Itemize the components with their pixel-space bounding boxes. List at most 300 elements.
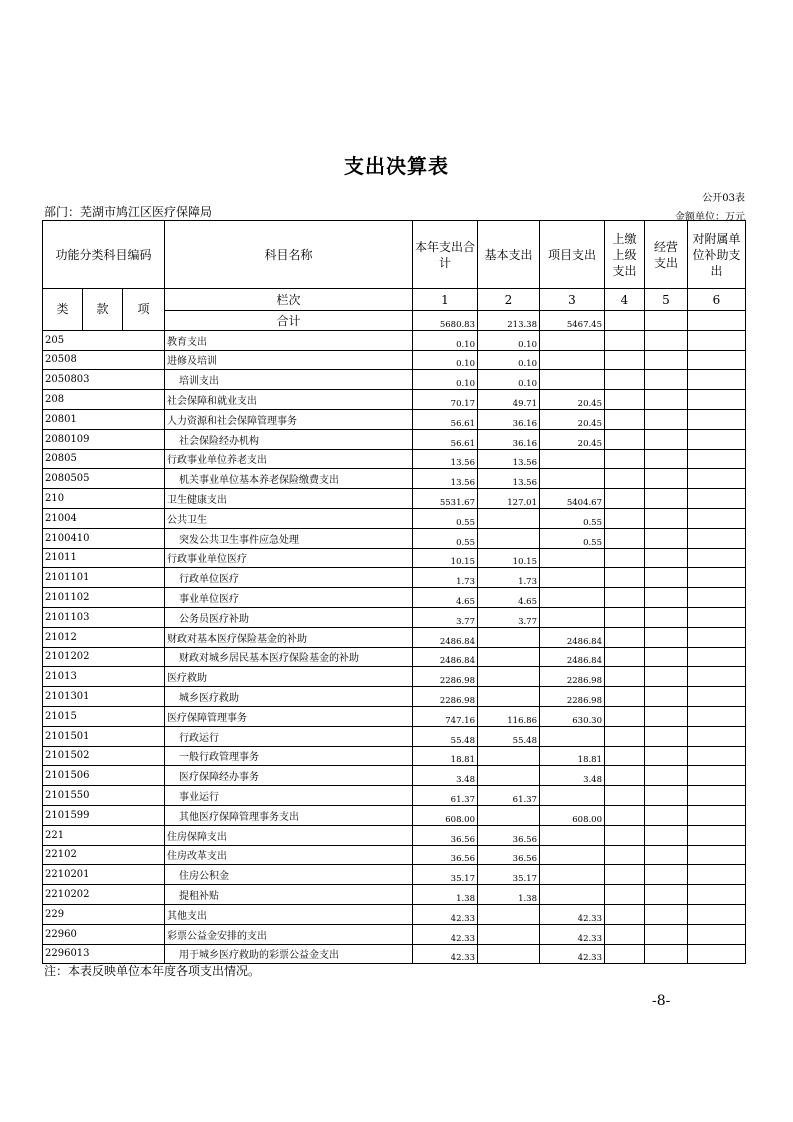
row-subject-name: 医疗救助 [165,667,413,687]
row-upper [605,607,645,627]
table-row [43,726,746,746]
row-upper [605,548,645,568]
row-subject-name: 彩票公益金安排的支出 [165,924,413,944]
row-basic [478,904,540,924]
table-row [43,548,746,568]
row-total: 2486.84 [413,647,478,667]
row-total: 70.17 [413,390,478,410]
header-code-group: 功能分类科目编码 [43,221,165,289]
row-total: 18.81 [413,746,478,766]
header-basic: 基本支出 [478,221,540,289]
row-subject-name: 一般行政管理事务 [165,746,413,766]
row-code: 2050803 [43,370,165,390]
row-basic: 36.56 [478,825,540,845]
row-code: 2296013 [43,944,165,964]
row-subsidy [688,508,746,528]
row-basic [478,647,540,667]
row-project: 0.55 [540,528,605,548]
row-code: 2100410 [43,528,165,548]
row-basic [478,627,540,647]
row-business [645,726,688,746]
page-title: 支出决算表 [344,154,449,178]
table-row [43,805,746,825]
row-project: 2486.84 [540,647,605,667]
row-subject-name: 住房改革支出 [165,845,413,865]
row-total: 42.33 [413,904,478,924]
row-business [645,627,688,647]
row-business [645,786,688,806]
header-kuan: 款 [83,289,123,331]
row-subsidy [688,607,746,627]
row-business [645,449,688,469]
row-subject-name: 人力资源和社会保障管理事务 [165,409,413,429]
row-total: 608.00 [413,805,478,825]
col-num-1: 1 [413,289,478,311]
total-basic: 213.38 [478,311,540,331]
row-subsidy [688,904,746,924]
row-upper [605,508,645,528]
total-upper [605,311,645,331]
row-business [645,944,688,964]
row-project: 20.45 [540,409,605,429]
col-num-4: 4 [605,289,645,311]
row-business [645,885,688,905]
row-subsidy [688,469,746,489]
row-total: 1.73 [413,568,478,588]
row-subsidy [688,390,746,410]
expenditure-table [42,220,746,964]
row-subsidy [688,825,746,845]
row-upper [605,766,645,786]
row-total: 13.56 [413,449,478,469]
row-project [540,469,605,489]
table-row [43,350,746,370]
row-subject-name: 公共卫生 [165,508,413,528]
row-code: 221 [43,825,165,845]
row-business [645,409,688,429]
row-basic: 4.65 [478,588,540,608]
total-subsidy [688,311,746,331]
row-code: 20508 [43,350,165,370]
table-body [43,330,746,964]
table-row [43,944,746,964]
header-row [43,221,746,289]
row-total: 55.48 [413,726,478,746]
row-subsidy [688,370,746,390]
row-basic: 0.10 [478,370,540,390]
row-subsidy [688,924,746,944]
row-subject-name: 机关事业单位基本养老保险缴费支出 [165,469,413,489]
table-row [43,766,746,786]
table-row [43,449,746,469]
row-basic [478,766,540,786]
row-project: 18.81 [540,746,605,766]
row-upper [605,944,645,964]
row-business [645,865,688,885]
row-total: 42.33 [413,924,478,944]
row-subject-name: 提租补贴 [165,885,413,905]
row-subsidy [688,865,746,885]
row-basic: 127.01 [478,489,540,509]
row-basic: 36.16 [478,429,540,449]
table-row [43,786,746,806]
form-number: 公开03表 [702,193,745,204]
row-total: 4.65 [413,588,478,608]
table-row [43,508,746,528]
row-upper [605,647,645,667]
row-business [645,429,688,449]
header-subject-name: 科目名称 [165,221,413,289]
row-code: 2210202 [43,885,165,905]
row-upper [605,330,645,350]
row-project [540,568,605,588]
row-total: 56.61 [413,429,478,449]
table-row [43,370,746,390]
row-subject-name: 其他医疗保障管理事务支出 [165,805,413,825]
row-upper [605,687,645,707]
row-project: 42.33 [540,944,605,964]
row-basic: 49.71 [478,390,540,410]
row-basic: 0.10 [478,350,540,370]
row-code: 21012 [43,627,165,647]
row-project: 2286.98 [540,687,605,707]
col-num-6: 6 [688,289,746,311]
row-total: 36.56 [413,845,478,865]
row-project: 2286.98 [540,667,605,687]
row-upper [605,805,645,825]
row-business [645,588,688,608]
row-total: 61.37 [413,786,478,806]
row-subsidy [688,489,746,509]
row-business [645,607,688,627]
row-basic: 116.86 [478,706,540,726]
total-project: 5467.45 [540,311,605,331]
row-subsidy [688,528,746,548]
table-row [43,667,746,687]
row-subject-name: 行政运行 [165,726,413,746]
row-basic: 36.56 [478,845,540,865]
row-total: 5531.67 [413,489,478,509]
table-row [43,865,746,885]
row-business [645,568,688,588]
row-upper [605,627,645,647]
row-project [540,588,605,608]
row-subject-name: 进修及培训 [165,350,413,370]
row-basic: 35.17 [478,865,540,885]
table-row [43,568,746,588]
row-project: 0.55 [540,508,605,528]
row-code: 2080109 [43,429,165,449]
row-business [645,350,688,370]
col-num-3: 3 [540,289,605,311]
row-subject-name: 行政单位医疗 [165,568,413,588]
header-total: 本年支出合计 [413,221,478,289]
row-upper [605,924,645,944]
amount-unit-label: 金额单位：万元 [675,212,745,223]
row-upper [605,390,645,410]
row-code: 2101502 [43,746,165,766]
row-code: 20805 [43,449,165,469]
row-subsidy [688,429,746,449]
row-code: 210 [43,489,165,509]
row-business [645,548,688,568]
table-row [43,409,746,429]
row-code: 229 [43,904,165,924]
row-upper [605,429,645,449]
row-total: 35.17 [413,865,478,885]
row-code: 2101599 [43,805,165,825]
row-total: 3.48 [413,766,478,786]
table-row [43,845,746,865]
row-upper [605,528,645,548]
row-upper [605,746,645,766]
row-basic [478,667,540,687]
row-total: 1.38 [413,885,478,905]
footnote: 注：本表反映单位本年度各项支出情况。 [44,964,261,978]
row-subject-name: 其他支出 [165,904,413,924]
row-subsidy [688,805,746,825]
row-upper [605,469,645,489]
row-total: 0.55 [413,508,478,528]
row-total: 42.33 [413,944,478,964]
header-upper: 上缴上级支出 [605,221,645,289]
header-lanci: 栏次 [165,289,413,311]
table-row [43,528,746,548]
row-basic [478,746,540,766]
row-business [645,370,688,390]
row-total: 0.10 [413,370,478,390]
row-basic [478,805,540,825]
row-subject-name: 事业运行 [165,786,413,806]
row-business [645,746,688,766]
col-num-5: 5 [645,289,688,311]
row-project [540,865,605,885]
row-subsidy [688,350,746,370]
row-total: 2286.98 [413,667,478,687]
row-code: 205 [43,330,165,350]
row-subsidy [688,885,746,905]
table-row [43,489,746,509]
row-subject-name: 社会保障和就业支出 [165,390,413,410]
row-subsidy [688,647,746,667]
row-subject-name: 财政对基本医疗保险基金的补助 [165,627,413,647]
row-basic: 1.73 [478,568,540,588]
row-subject-name: 住房保障支出 [165,825,413,845]
row-business [645,469,688,489]
row-business [645,687,688,707]
row-subsidy [688,449,746,469]
row-upper [605,825,645,845]
row-code: 21013 [43,667,165,687]
row-code: 2101101 [43,568,165,588]
row-project: 42.33 [540,904,605,924]
row-code: 2101501 [43,726,165,746]
row-project [540,370,605,390]
row-subsidy [688,786,746,806]
row-subsidy [688,409,746,429]
row-basic: 55.48 [478,726,540,746]
row-business [645,805,688,825]
row-project: 20.45 [540,429,605,449]
row-project: 5404.67 [540,489,605,509]
row-total: 2486.84 [413,627,478,647]
col-num-2: 2 [478,289,540,311]
row-subsidy [688,726,746,746]
row-subject-name: 行政事业单位医疗 [165,548,413,568]
row-code: 21015 [43,706,165,726]
row-total: 3.77 [413,607,478,627]
row-upper [605,885,645,905]
page-number: -8- [652,993,671,1009]
row-project: 2486.84 [540,627,605,647]
row-total: 56.61 [413,409,478,429]
row-upper [605,568,645,588]
row-code: 22102 [43,845,165,865]
row-code: 20801 [43,409,165,429]
row-project [540,786,605,806]
header-xiang: 项 [123,289,165,331]
row-project [540,885,605,905]
row-subject-name: 公务员医疗补助 [165,607,413,627]
row-project [540,330,605,350]
table-row [43,687,746,707]
table-row [43,390,746,410]
row-subject-name: 事业单位医疗 [165,588,413,608]
row-business [645,845,688,865]
row-business [645,390,688,410]
table-row [43,330,746,350]
row-upper [605,370,645,390]
table-row [43,469,746,489]
row-subject-name: 财政对城乡居民基本医疗保险基金的补助 [165,647,413,667]
table-row [43,607,746,627]
total-label: 合计 [165,311,413,331]
row-project: 42.33 [540,924,605,944]
row-subject-name: 社会保险经办机构 [165,429,413,449]
row-subsidy [688,667,746,687]
row-business [645,667,688,687]
column-number-row [43,289,746,311]
row-project [540,449,605,469]
row-code: 21004 [43,508,165,528]
header-project: 项目支出 [540,221,605,289]
row-business [645,647,688,667]
row-total: 13.56 [413,469,478,489]
row-business [645,904,688,924]
row-subject-name: 医疗保障经办事务 [165,766,413,786]
row-upper [605,350,645,370]
table-row [43,825,746,845]
row-project: 608.00 [540,805,605,825]
row-subject-name: 卫生健康支出 [165,489,413,509]
row-business [645,825,688,845]
row-total: 747.16 [413,706,478,726]
row-total: 0.10 [413,330,478,350]
table-row [43,746,746,766]
row-subsidy [688,687,746,707]
row-code: 22960 [43,924,165,944]
row-code: 2080505 [43,469,165,489]
row-upper [605,865,645,885]
row-basic: 13.56 [478,449,540,469]
row-basic: 1.38 [478,885,540,905]
row-upper [605,904,645,924]
row-basic [478,924,540,944]
row-project: 630.30 [540,706,605,726]
row-upper [605,667,645,687]
row-total: 0.55 [413,528,478,548]
row-total: 0.10 [413,350,478,370]
row-business [645,489,688,509]
row-upper [605,409,645,429]
row-total: 10.15 [413,548,478,568]
row-code: 208 [43,390,165,410]
row-business [645,330,688,350]
row-project [540,825,605,845]
row-upper [605,706,645,726]
row-upper [605,588,645,608]
row-basic [478,944,540,964]
row-upper [605,726,645,746]
header-subsidy: 对附属单位补助支出 [688,221,746,289]
header-business: 经营支出 [645,221,688,289]
row-project [540,548,605,568]
row-subject-name: 城乡医疗救助 [165,687,413,707]
row-basic [478,508,540,528]
row-project: 20.45 [540,390,605,410]
row-subject-name: 行政事业单位养老支出 [165,449,413,469]
row-basic: 10.15 [478,548,540,568]
row-code: 2210201 [43,865,165,885]
row-subsidy [688,845,746,865]
row-business [645,924,688,944]
department-label: 部门：芜湖市鸠江区医疗保障局 [44,205,213,219]
row-basic [478,528,540,548]
row-code: 21011 [43,548,165,568]
row-basic: 13.56 [478,469,540,489]
row-business [645,706,688,726]
table-row [43,647,746,667]
row-subject-name: 医疗保障管理事务 [165,706,413,726]
row-upper [605,449,645,469]
row-total: 2286.98 [413,687,478,707]
row-upper [605,845,645,865]
table-row [43,429,746,449]
row-subsidy [688,330,746,350]
total-business [645,311,688,331]
row-subject-name: 住房公积金 [165,865,413,885]
row-subsidy [688,548,746,568]
row-subject-name: 用于城乡医疗救助的彩票公益金支出 [165,944,413,964]
row-project [540,726,605,746]
table-row [43,627,746,647]
row-business [645,528,688,548]
header-lei: 类 [43,289,83,331]
row-project [540,350,605,370]
row-code: 2101506 [43,766,165,786]
row-basic: 61.37 [478,786,540,806]
row-basic [478,687,540,707]
row-code: 2101103 [43,607,165,627]
row-business [645,766,688,786]
row-subsidy [688,627,746,647]
row-project [540,845,605,865]
row-code: 2101301 [43,687,165,707]
total-amount: 5680.83 [413,311,478,331]
table-row [43,904,746,924]
row-subsidy [688,766,746,786]
row-basic: 0.10 [478,330,540,350]
